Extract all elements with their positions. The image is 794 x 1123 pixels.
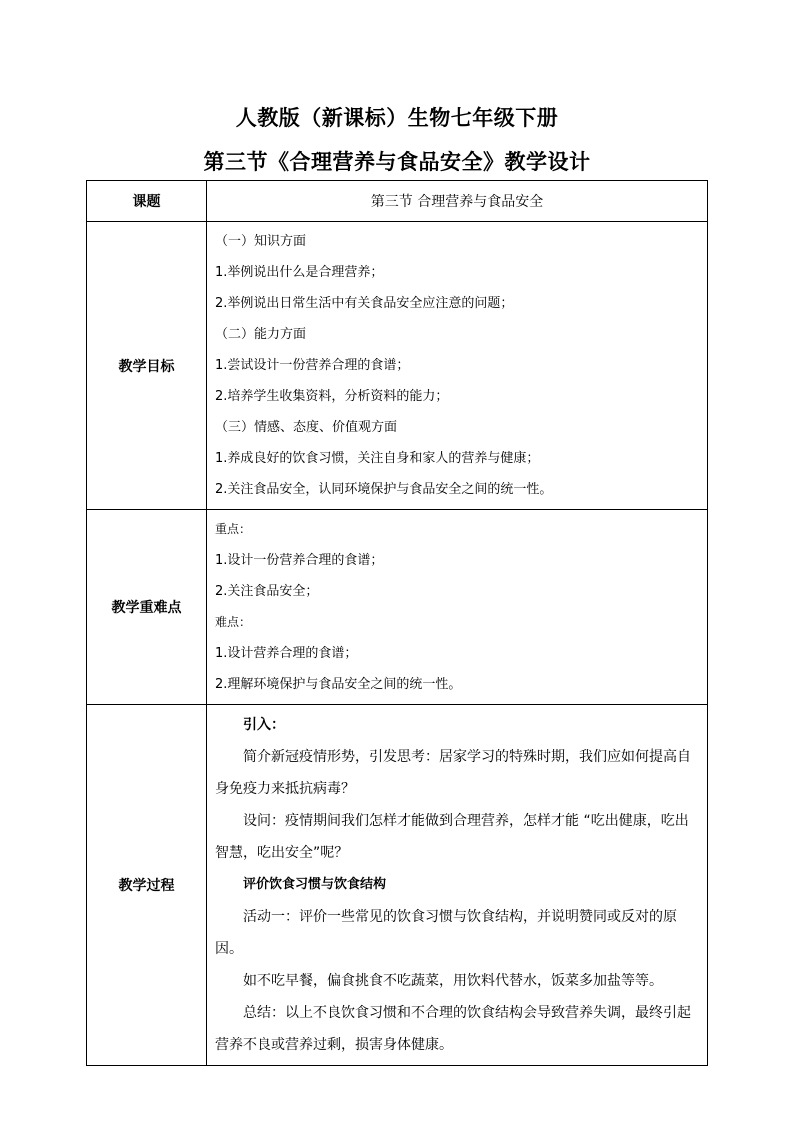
objective-line: 1.举例说出什么是合理营养； [215, 265, 384, 280]
topic-label: 课题 [87, 181, 207, 222]
section-heading: 评价饮食习惯与饮食结构 [243, 877, 387, 892]
activity-paragraph: 活动一：评价一些常见的饮食习惯与饮食结构，并说明赞同或反对的原因。 [215, 909, 677, 957]
table-row-objectives [87, 222, 708, 510]
table-row-process [87, 705, 708, 1066]
objective-line: （一）知识方面 [215, 234, 307, 249]
objective-line: （三）情感、态度、价值观方面 [215, 420, 398, 435]
process-label: 教学过程 [87, 705, 207, 1066]
objective-line: 1.养成良好的饮食习惯，关注自身和家人的营养与健康； [215, 451, 540, 466]
objective-line: 2.关注食品安全，认同环境保护与食品安全之间的统一性。 [215, 482, 553, 497]
objective-line: 2.举例说出日常生活中有关食品安全应注意的问题； [215, 296, 514, 311]
table-row-topic [87, 181, 708, 222]
keypoints-label: 教学重难点 [87, 510, 207, 705]
process-cell [207, 705, 708, 1066]
keypoint-line: 1.设计营养合理的食谱； [215, 646, 358, 661]
example-paragraph: 如不吃早餐，偏食挑食不吃蔬菜，用饮料代替水，饭菜多加盐等等。 [243, 973, 663, 989]
lesson-plan-table [86, 180, 708, 1066]
table-row-keypoints [87, 510, 708, 705]
keypoint-line: 1.设计一份营养合理的食谱； [215, 553, 384, 568]
objectives-label: 教学目标 [87, 222, 207, 510]
keypoint-line: 重点： [215, 522, 252, 536]
keypoint-line: 难点： [215, 615, 252, 629]
objective-line: 1.尝试设计一份营养合理的食谱； [215, 358, 410, 373]
intro-heading: 引入： [243, 717, 285, 733]
keypoint-line: 2.理解环境保护与食品安全之间的统一性。 [215, 677, 462, 692]
summary-paragraph: 总结：以上不良饮食习惯和不合理的饮食结构会导致营养失调，最终引起营养不良或营养过剩，损害身体健康。 [215, 1005, 691, 1053]
document-subtitle: 第三节《合理营养与食品安全》教学设计 [203, 150, 591, 174]
document-title: 人教版（新课标）生物七年级下册 [235, 106, 559, 130]
question-paragraph: 设问：疫情期间我们怎样才能做到合理营养，怎样才能 “吃出健康，吃出智慧，吃出安全”呢？ [215, 813, 689, 861]
keypoints-cell [207, 510, 708, 705]
objectives-cell [207, 222, 708, 510]
objective-line: （二）能力方面 [215, 327, 307, 342]
intro-paragraph: 简介新冠疫情形势，引发思考：居家学习的特殊时期，我们应如何提高自身免疫力来抵抗病毒？ [215, 749, 691, 797]
topic-value: 第三节 合理营养与食品安全 [207, 181, 708, 222]
keypoint-line: 2.关注食品安全； [215, 584, 319, 599]
objective-line: 2.培养学生收集资料，分析资料的能力； [215, 389, 449, 404]
